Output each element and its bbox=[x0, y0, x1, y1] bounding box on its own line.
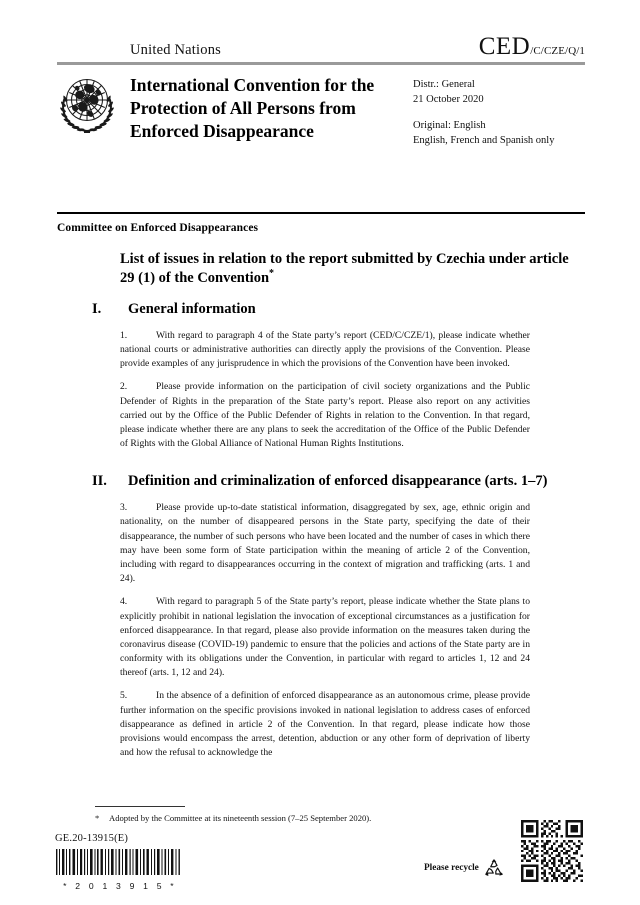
masthead-top-row bbox=[57, 34, 585, 62]
section-heading-i bbox=[57, 300, 585, 319]
paragraph-text-2: Please provide information on the participation of civil society organizations and the Public Defender of Rights in the preparation of the State party’s report. Please also report on any activities carried out by the Office of the Public Defender of Rights in relation to the Convention. In that regard, please indicate whether there are any plans to seek the accreditation of the Office of the Public Defender of Rights with the Global Alliance of National Human Rights Institutions. bbox=[120, 381, 530, 450]
page-title bbox=[120, 250, 575, 289]
convention-title: International Convention for the Protection of All Persons from Enforced Disappearance bbox=[130, 75, 375, 141]
document-symbol-main: CED bbox=[478, 33, 531, 60]
document-symbol-sub: /C/CZE/Q/1 bbox=[530, 45, 585, 57]
available-languages: English, French and Spanish only bbox=[413, 134, 555, 146]
footnote-text: Adopted by the Committee at its nineteenth session (7–25 September 2020). bbox=[109, 813, 372, 823]
paragraph-text-1: With regard to paragraph 4 of the State party’s report (CED/C/CZE/1), please indicate whether national courts or administrative authorities can directly apply the provisions of the Convention. Please provide examples of any jurisprudence in which the provisions of the Convention have been invoked. bbox=[120, 329, 530, 370]
paragraph-number-1: 1. bbox=[120, 329, 128, 341]
footnote bbox=[95, 812, 555, 824]
paragraph-5 bbox=[57, 689, 585, 760]
paragraph-text-3: Please provide up-to-date statistical information, disaggregated by sex, age, ethnic origin and nationality, on the number of disappeared persons in the State party, specifying the date of their disappearance, the number of such persons who have been located and the number of cases in which there may have been some form of State participation within the meaning of article 2 of the Convention, including with regard to disappearances occurring in the context of migration and trafficking (arts. 1 and 24). bbox=[120, 502, 530, 585]
masthead bbox=[57, 34, 585, 149]
masthead-body bbox=[57, 65, 585, 149]
section-title-ii: Definition and criminalization of enforced disappearance (arts. 1–7) bbox=[128, 473, 548, 490]
footnote-separator bbox=[95, 806, 185, 807]
footnote-marker: * bbox=[95, 813, 100, 823]
paragraph-text-5: In the absence of a definition of enforced disappearance as an autonomous crime, please provide further information on the specific provisions invoked in national legislation to address cases of enforced disappearance as defined in article 2 of the Convention. In that regard, please indicate how those provisions would encompass the arrest, detention, abduction or any other form of deprivation of liberty and how the refusal to acknowledge the bbox=[120, 690, 530, 759]
distribution-block bbox=[413, 74, 585, 149]
document-symbol bbox=[479, 34, 585, 59]
document-body bbox=[57, 300, 585, 769]
recycle-notice bbox=[424, 858, 505, 878]
title-footnote-marker: * bbox=[269, 268, 275, 280]
document-date: 21 October 2020 bbox=[413, 93, 484, 105]
paragraph-4 bbox=[57, 595, 585, 680]
paragraph-2 bbox=[57, 380, 585, 451]
paragraph-1 bbox=[57, 329, 585, 372]
distribution-label: Distr.: General bbox=[413, 79, 475, 90]
barcode-bars-icon bbox=[55, 849, 183, 875]
committee-name: Committee on Enforced Disappearances bbox=[57, 222, 259, 234]
organization-name: United Nations bbox=[130, 42, 221, 58]
job-number: GE.20-13915(E) bbox=[55, 833, 129, 844]
section-numeral-i: I. bbox=[92, 301, 102, 317]
recycle-label: Please recycle bbox=[424, 863, 479, 873]
section-numeral-ii: II. bbox=[92, 473, 107, 490]
committee-divider bbox=[57, 212, 585, 214]
un-emblem-icon bbox=[57, 74, 117, 139]
original-language: Original: English bbox=[413, 119, 486, 131]
section-title-i: General information bbox=[128, 301, 256, 317]
paragraph-number-5: 5. bbox=[120, 690, 128, 702]
paragraph-number-2: 2. bbox=[120, 381, 128, 393]
page-title-text: List of issues in relation to the report submitted by Czechia under article 29 (1) of the Convention bbox=[120, 251, 569, 287]
section-heading-ii bbox=[57, 472, 585, 491]
recycle-icon bbox=[483, 858, 505, 878]
barcode-text: * 2 0 1 3 9 1 5 * bbox=[63, 881, 177, 891]
paragraph-number-3: 3. bbox=[120, 502, 128, 514]
paragraph-3 bbox=[57, 501, 585, 586]
qr-code bbox=[521, 820, 583, 882]
paragraph-text-4: With regard to paragraph 5 of the State party’s report, please indicate whether the State plans to explicitly prohibit in national legislation the invocation of exceptional circumstances as a justification for enforced disappearance. In that regard, please also provide information on the measures taken during the coronavirus disease (COVID-19) pandemic to ensure that the policies and actions of the State party are in conformity with its obligations under the Convention, in particular with regard to articles 1, 12 and 24 thereof (arts. 1, 12 and 24). bbox=[120, 596, 530, 679]
paragraph-number-4: 4. bbox=[120, 596, 128, 608]
barcode bbox=[55, 849, 183, 891]
